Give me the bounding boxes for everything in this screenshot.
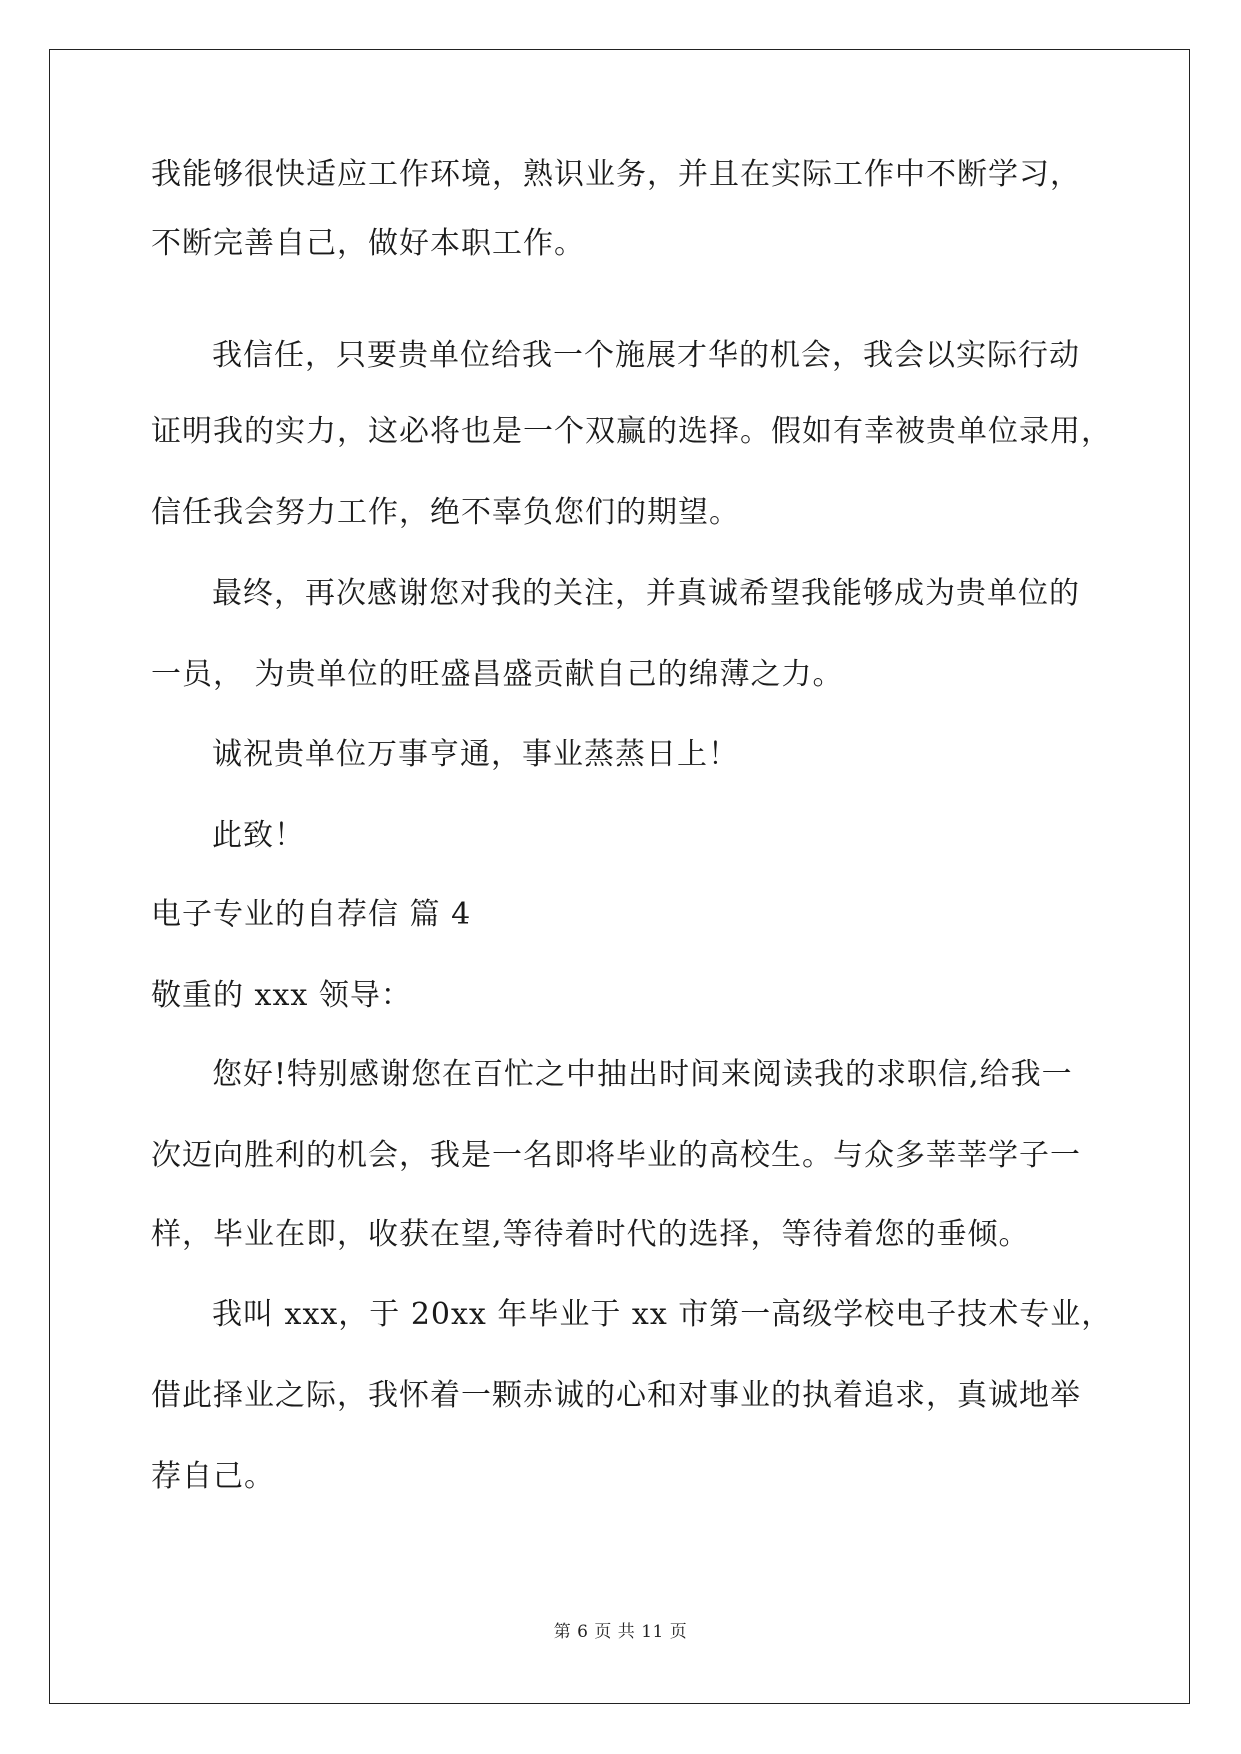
body-line: 一员， 为贵单位的旺盛昌盛贡献自己的绵薄之力。 <box>151 657 844 692</box>
body-line: 信任我会努力工作，绝不辜负您们的期望。 <box>151 495 740 530</box>
body-line: 我能够很快适应工作环境，熟识业务，并且在实际工作中不断学习， <box>151 157 1081 192</box>
body-line: 不断完善自己，做好本职工作。 <box>151 226 585 261</box>
body-line: 借此择业之际，我怀着一颗赤诚的心和对事业的执着追求，真诚地举 <box>151 1378 1081 1413</box>
body-line: 证明我的实力，这必将也是一个双赢的选择。假如有幸被贵单位录用， <box>151 414 1112 449</box>
page-border <box>49 49 1190 1704</box>
section-heading: 电子专业的自荐信 篇 4 <box>151 897 472 932</box>
salutation: 敬重的 xxx 领导： <box>151 978 412 1013</box>
paragraph-line: 我叫 xxx，于 20xx 年毕业于 xx 市第一高级学校电子技术专业， <box>212 1297 1113 1332</box>
paragraph-line: 您好!特别感谢您在百忙之中抽出时间来阅读我的求职信,给我一 <box>212 1057 1073 1092</box>
page-number: 第 6 页 共 11 页 <box>553 1622 688 1642</box>
closing-line: 此致！ <box>212 818 305 853</box>
paragraph-line: 诚祝贵单位万事亨通，事业蒸蒸日上！ <box>212 737 739 772</box>
body-line: 次迈向胜利的机会，我是一名即将毕业的高校生。与众多莘莘学子一 <box>151 1138 1081 1173</box>
body-line: 荐自己。 <box>151 1459 275 1494</box>
paragraph-line: 我信任，只要贵单位给我一个施展才华的机会，我会以实际行动 <box>212 338 1080 373</box>
body-line: 样，毕业在即，收获在望,等待着时代的选择，等待着您的垂倾。 <box>151 1217 1030 1252</box>
paragraph-line: 最终，再次感谢您对我的关注，并真诚希望我能够成为贵单位的 <box>212 576 1080 611</box>
